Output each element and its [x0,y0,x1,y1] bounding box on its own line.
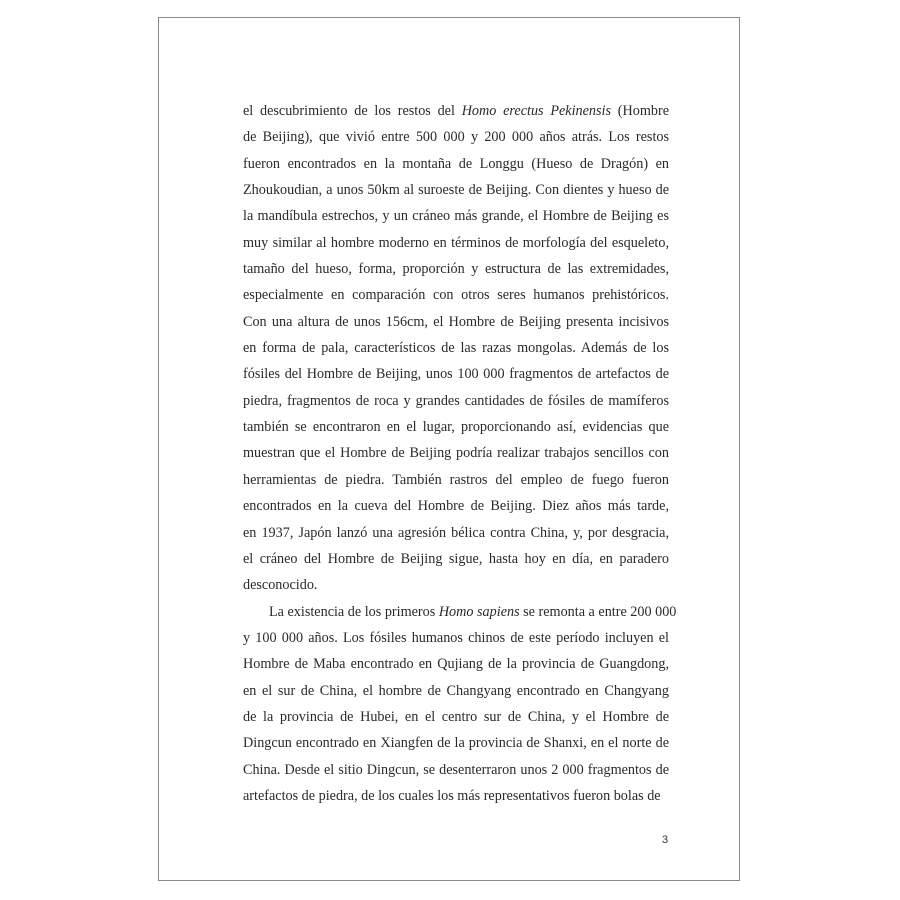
text-line [243,520,669,546]
text-run: en 1937, Japón lanzó una agresión bélica contra China, y, por desgracia, [243,524,669,541]
text-run: la mandíbula estrechos, y un cráneo más grande, el Hombre de Beijing es [243,208,669,225]
text-run: en el sur de China, el hombre de Changyang encontrado en Changyang [243,682,669,699]
text-line [243,599,677,625]
text-run: fueron encontrados en la montaña de Longgu (Hueso de Dragón) en [243,155,669,172]
text-line [243,414,669,440]
text-run: La existencia de los primeros [269,603,439,620]
text-line [243,440,669,466]
text-run: Con una altura de unos 156cm, el Hombre de Beijing presenta incisivos [243,313,669,330]
paragraph-homo-sapiens [243,599,677,810]
text-run: fósiles del Hombre de Beijing, unos 100 000 fragmentos de artefactos de [243,366,669,383]
text-run: también se encontraron en el lugar, proporcionando así, evidencias que [243,419,669,436]
text-line [243,177,669,203]
text-line [243,151,669,177]
text-line [243,651,669,677]
text-line [243,124,669,150]
body-text [243,98,677,809]
italic-term: Homo sapiens [438,603,520,620]
text-line [243,493,669,519]
text-run: de la provincia de Hubei, en el centro sur de China, y el Hombre de [243,708,669,725]
text-run: de Beijing), que vivió entre 500 000 y 200 000 años atrás. Los restos [243,129,669,146]
text-run: el cráneo del Hombre de Beijing sigue, hasta hoy en día, en paradero [243,550,669,567]
text-line [243,783,669,809]
text-line [243,203,669,229]
text-run: desconocido. [243,577,318,594]
text-line [243,546,669,572]
text-run: artefactos de piedra, de los cuales los más representativos fueron bolas de [243,787,661,804]
text-run: se remonta a entre 200 000 [519,603,677,620]
page-number: 3 [662,834,669,846]
text-run: China. Desde el sitio Dingcun, se desenterraron unos 2 000 fragmentos de [243,761,669,778]
text-line [243,572,669,598]
book-page [158,17,740,881]
text-line [243,704,669,730]
text-line [243,730,669,756]
text-run: (Hombre [611,103,669,119]
text-line [243,678,669,704]
text-run: muestran que el Hombre de Beijing podría realizar trabajos sencillos con [243,445,669,462]
text-line [243,309,669,335]
text-line [243,625,669,651]
text-run: encontrados en la cueva del Hombre de Beijing. Diez años más tarde, [243,498,669,515]
text-line [243,335,669,361]
text-line [243,256,669,282]
text-run: Dingcun encontrado en Xiangfen de la provincia de Shanxi, en el norte de [243,735,669,752]
text-line [243,230,669,256]
text-line [243,388,669,414]
text-run: el descubrimiento de los restos del [243,103,462,119]
text-run: herramientas de piedra. También rastros del empleo de fuego fueron [243,471,669,488]
text-run: especialmente en comparación con otros seres humanos prehistóricos. [243,287,669,304]
text-run: piedra, fragmentos de roca y grandes cantidades de fósiles de mamíferos [243,392,669,409]
text-run: y 100 000 años. Los fósiles humanos chinos de este período incluyen el [243,629,669,646]
paragraph-homo-erectus [243,98,669,599]
text-line [243,361,669,387]
text-run: Hombre de Maba encontrado en Qujiang de la provincia de Guangdong, [243,656,669,673]
text-line [243,467,669,493]
text-line [243,282,669,308]
text-line [243,757,669,783]
italic-term: Homo erectus Pekinensis [461,103,612,119]
text-line [243,98,669,124]
text-run: Zhoukoudian, a unos 50km al suroeste de Beijing. Con dientes y hueso de [243,182,669,199]
text-run: tamaño del hueso, forma, proporción y estructura de las extremidades, [243,261,669,278]
text-run: muy similar al hombre moderno en términos de morfología del esqueleto, [243,234,669,251]
text-run: en forma de pala, característicos de las razas mongolas. Además de los [243,340,669,357]
